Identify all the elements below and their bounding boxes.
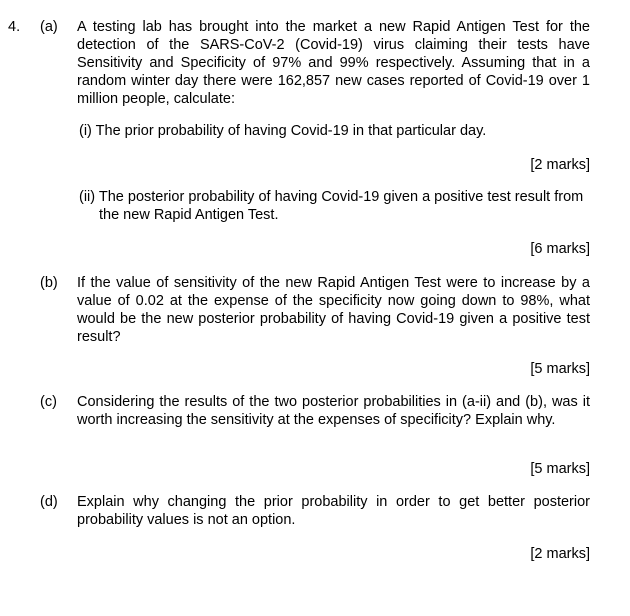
part-a-ii-marks: [6 marks] xyxy=(530,241,590,257)
part-d-label: (d) xyxy=(40,494,58,510)
part-a-label: (a) xyxy=(40,19,58,35)
part-b-marks: [5 marks] xyxy=(530,361,590,377)
question-number: 4. xyxy=(8,19,21,35)
part-d-text: Explain why changing the prior probability in order to get better posterior probability values is not an option. xyxy=(77,494,590,528)
part-b-text: If the value of sensitivity of the new Rapid Antigen Test were to increase by a value of 0.02 at the expense of the specificity now going down to 98%, what would be the new posterior probability of having Covid-19 given a positive test result? xyxy=(77,275,590,345)
part-d-marks: [2 marks] xyxy=(530,546,590,562)
part-a-ii-text: (ii) The posterior probability of having Covid-19 given a positive test result from the new Rapid Antigen Test. xyxy=(79,189,584,223)
part-a-i-text: (i) The prior probability of having Covid-19 in that particular day. xyxy=(79,123,487,139)
part-b-label: (b) xyxy=(40,275,58,291)
part-a-text: A testing lab has brought into the market a new Rapid Antigen Test for the detection of the SARS-CoV-2 (Covid-19) virus claiming their tests have Sensitivity and Specificity of 97% and 99% respectively. Assuming that in a random winter day there were 162,857 new cases reported of Covid-19 over 1 million people, calculate: xyxy=(77,19,590,107)
part-c-text: Considering the results of the two posterior probabilities in (a-ii) and (b), was it worth increasing the sensitivity at the expenses of specificity? Explain why. xyxy=(77,394,590,428)
part-c-marks: [5 marks] xyxy=(530,461,590,477)
part-c-label: (c) xyxy=(40,394,57,410)
part-a-i-marks: [2 marks] xyxy=(530,157,590,173)
